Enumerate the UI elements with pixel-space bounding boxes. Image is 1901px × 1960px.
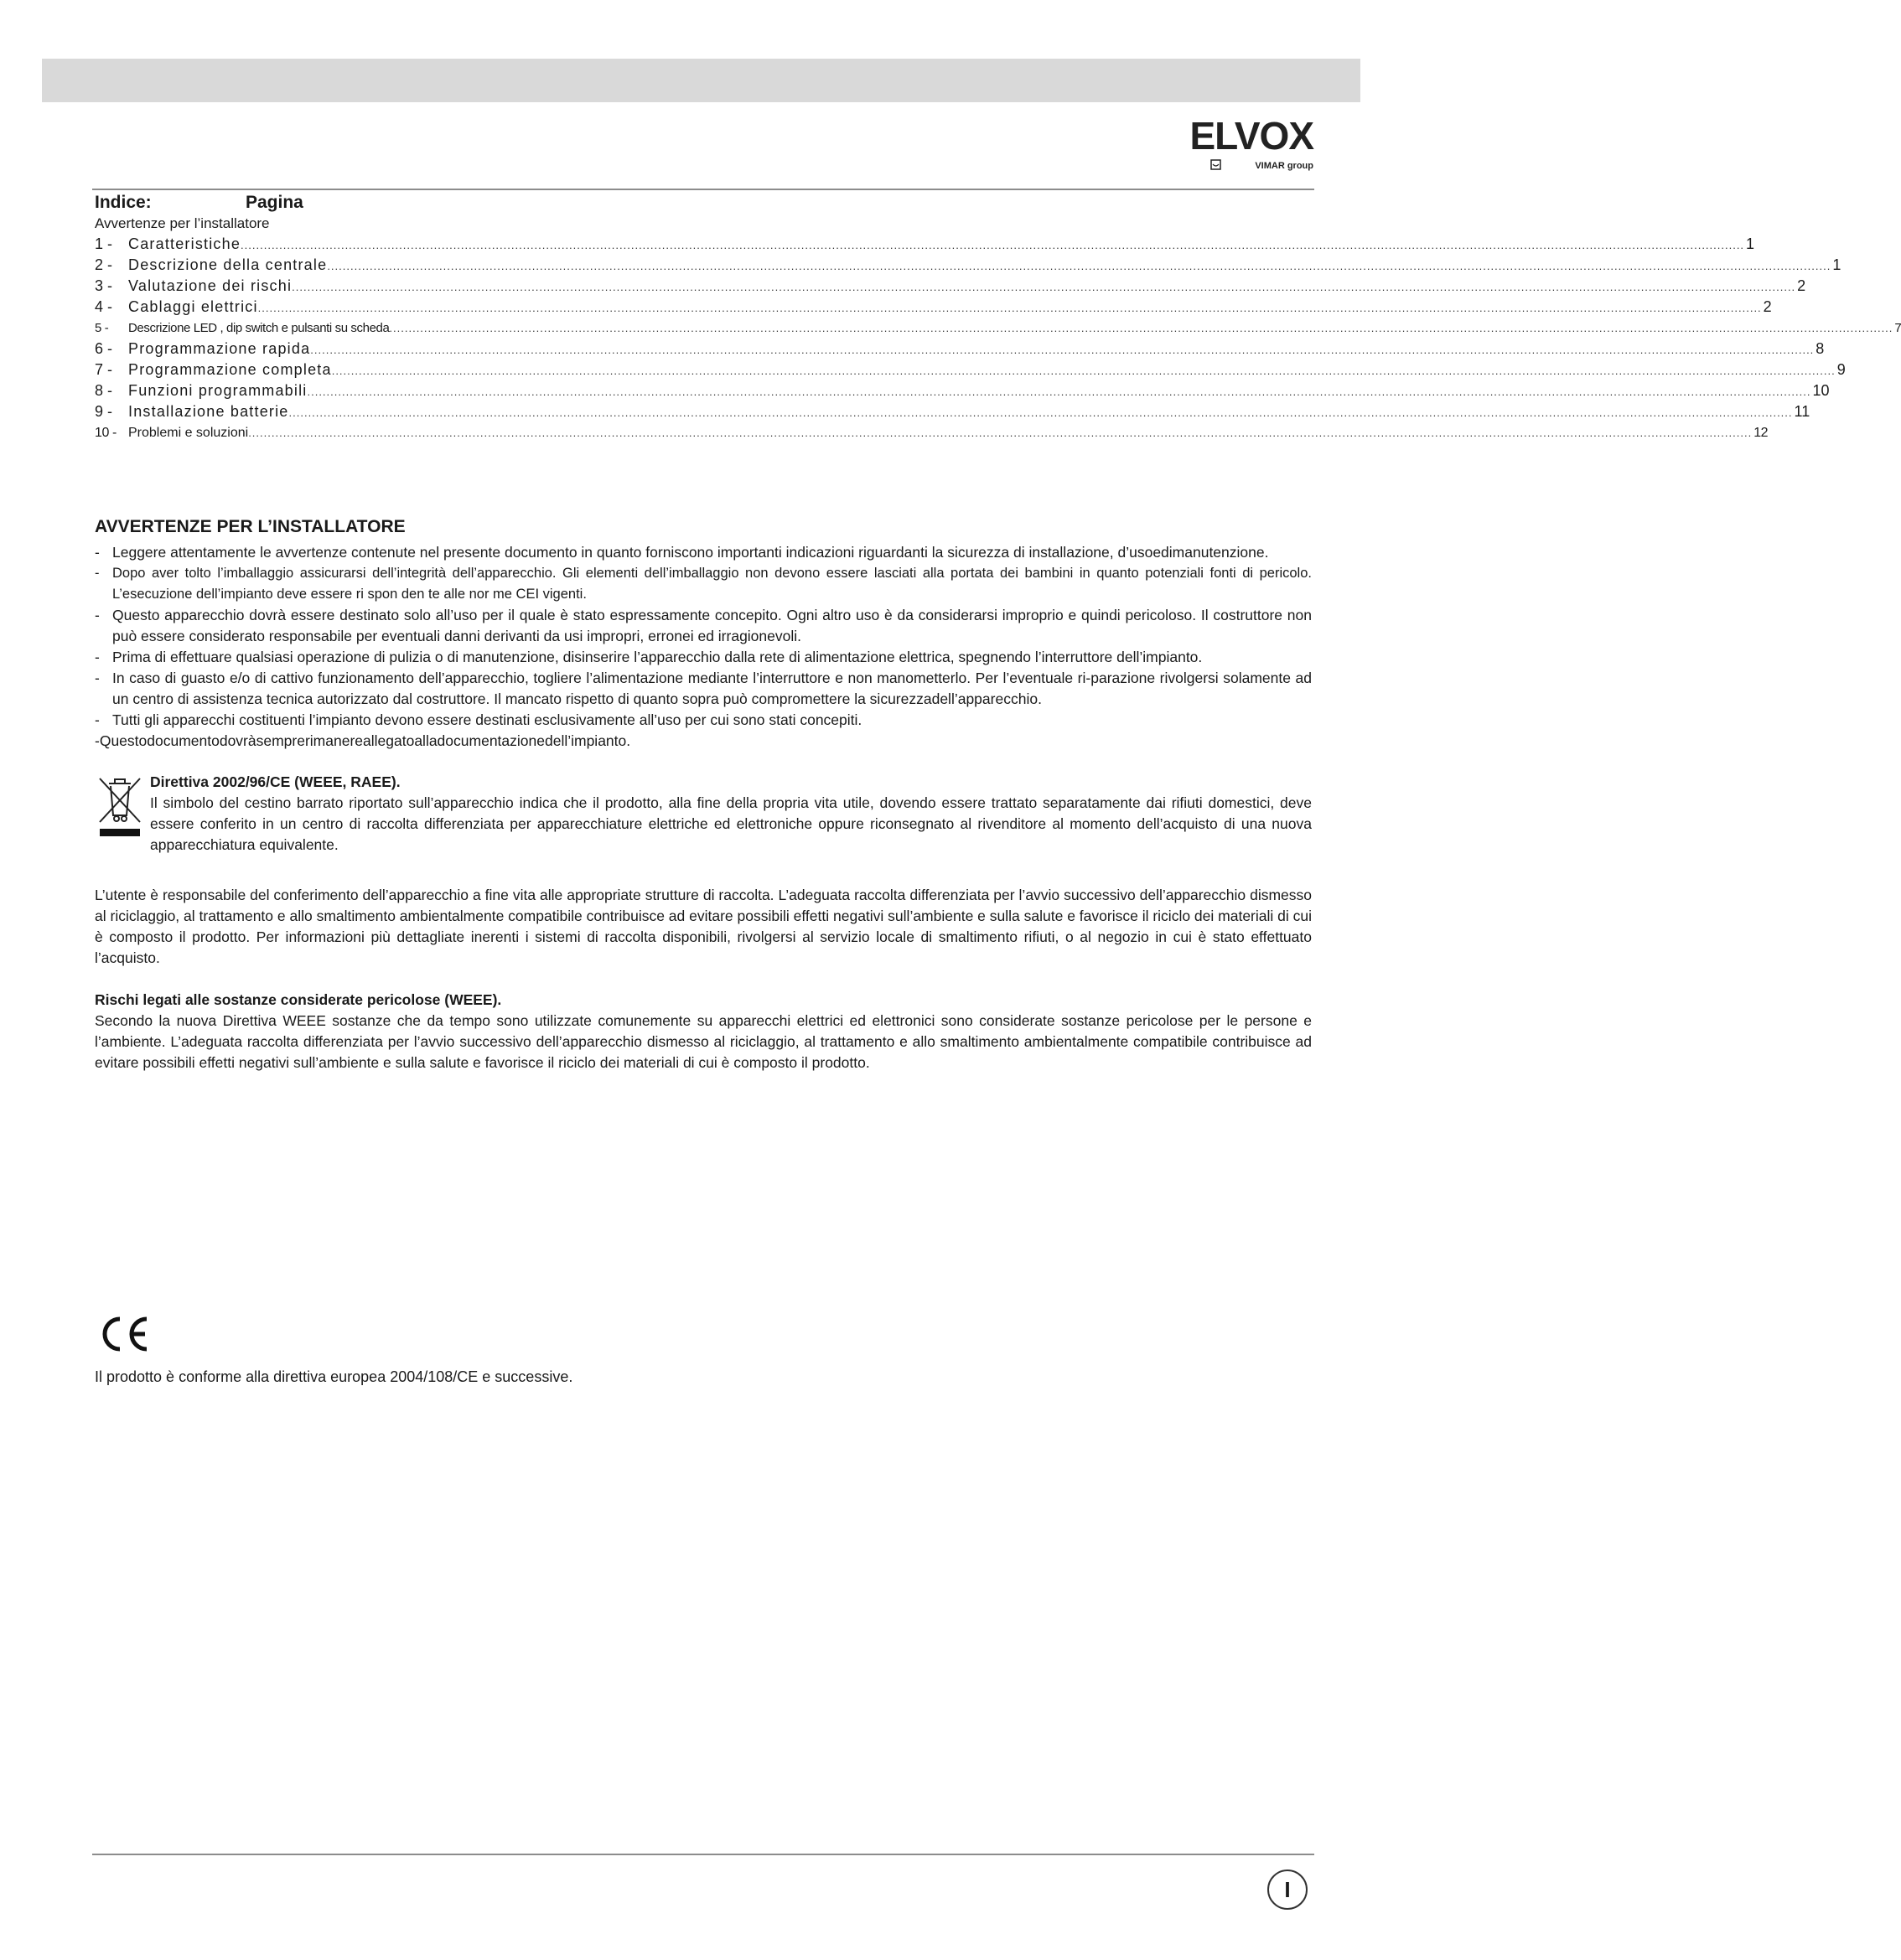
toc-title: Programmazione rapida [128,340,311,357]
elvox-logo-icon [1157,114,1316,176]
toc-leader-dots [307,381,1810,402]
ce-mark-icon [95,1303,153,1354]
toc-num: 9 - [95,403,113,420]
toc-page: 7 [1894,321,1901,335]
elvox-logo [1157,114,1316,176]
toc-page: 10 [1812,382,1830,399]
toc-page: 9 [1836,361,1846,378]
warning-item: - Prima di effettuare qualsiasi operazione di pulizia o di manutenzione, disinserire l’apparecchio dalla rete di alimentazione elettrica, spegnendo l’interruttore dell’impianto. [95,647,1312,668]
toc-title: Descrizione LED , dip switch e pulsanti su scheda [128,321,390,335]
toc-heading-right: Pagina [246,193,303,212]
ce-mark-svg [95,1303,153,1354]
toc-leader-dots [332,360,1836,381]
hazard-title: Rischi legati alle sostanze considerate pericolose (WEEE). [95,991,502,1008]
warnings-list [95,542,1312,731]
warning-last-line: -Questodocumentodovràsemprerimanereallegatoalladocumentazionedell’impianto. [95,732,631,749]
toc-num: 7 - [95,361,113,378]
hazard-text: Secondo la nuova Direttiva WEEE sostanze che da tempo sono utilizzate comunemente su apparecchi elettrici ed elettronici sono considerate sostanze pericolose per le persone e l’ambiente. L’adeguata raccolta differenziata per l’avvio successivo dell’apparecchio dismesso al riciclaggio, al trattamento e allo smaltimento ambientalmente compatibile contribuisce ad evitare possibili effetti negativi sull’ambiente e sulla salute e favorisce il riciclo dei materiali di cui è composto il prodotto. [95,1012,1312,1071]
toc-num: 2 - [95,256,113,273]
toc-row [95,401,1810,422]
weee-text: Il simbolo del cestino barrato riportato sull’apparecchio indica che il prodotto, alla fine della propria vita utile, dovendo essere trattato separatamente dai rifiuti domestici, deve essere conferito in un centro di raccolta differenziata per apparecchiature elettriche ed elettroniche oppure riconsegnato al rivenditore al momento dell’acquisto di una nuova apparecchiatura equivalente. [150,794,1312,853]
toc-num: 4 - [95,298,113,315]
toc-leader-dots [292,277,1795,297]
warning-item: - Tutti gli apparecchi costituenti l’impianto devono essere destinati esclusivamente all’uso per cui sono stati concepiti. [95,710,1312,731]
toc-leader-dots [241,235,1744,256]
toc-num: 3 - [95,277,113,294]
crossed-bin-icon-svg [95,772,145,839]
toc-row [95,380,1830,401]
toc-page: 12 [1753,426,1769,440]
toc-page: 2 [1797,277,1806,294]
toc-title: Caratteristiche [128,235,241,252]
toc-row [95,234,1755,255]
top-banner [42,59,1360,102]
toc-num: 10 - [95,426,117,440]
warning-item: - Questo apparecchio dovrà essere destinato solo all’uso per il quale è stato espressamente concepito. Ogni altro uso è da considerarsi improprio e quindi pericoloso. Il costruttore non può essere considerato responsabile per eventuali danni derivanti da usi impropri, erronei ed irragionevoli. [95,605,1312,647]
toc-row [95,359,1846,380]
toc-title: Funzioni programmabili [128,382,308,399]
toc-page: 1 [1832,256,1841,273]
toc-num: 8 - [95,382,113,399]
warning-item: - Leggere attentamente le avvertenze contenute nel presente documento in quanto forniscono importanti indicazioni riguardanti la sicurezza di installazione, d’usoedimanutenzione. [95,542,1312,563]
toc-num: 5 - [95,321,109,335]
toc-title: Programmazione completa [128,361,332,378]
brand-group: VIMAR group [1255,161,1313,171]
footer-divider [92,1854,1314,1855]
toc-leader-dots [289,402,1793,423]
toc-row [95,276,1806,297]
toc-title: Problemi e soluzioni [128,426,249,440]
toc-row [95,255,1841,276]
user-paragraph: L’utente è responsabile del conferimento dell’apparecchio a fine vita alle appropriate strutture di raccolta. L’adeguata raccolta differenziata per l’avvio successivo dell’apparecchio dismesso al riciclaggio, al trattamento e allo smaltimento ambientalmente compatibile contribuisce ad evitare possibili effetti negativi sull’ambiente e sulla salute e favorisce il riciclo dei materiali di cui è composto il prodotto. Per informazioni più dettagliate inerenti i sistemi di raccolta disponibili, rivolgersi al servizio locale di smaltimento rifiuti, o al negozio in cui è stato effettuato l’acquisto. [95,887,1312,966]
toc-page: 11 [1794,403,1810,420]
warning-item: - Dopo aver tolto l’imballaggio assicurarsi dell’integrità dell’apparecchio. Gli elementi dell’imballaggio non devono essere lasciati alla portata dei bambini in quanto potenziali fonti di pericolo. L’esecuzione dell’impianto deve essere ri spon den te alle nor me CEI vigenti. [95,563,1312,605]
toc-leader-dots [248,422,1752,443]
toc-leader-dots [258,297,1762,318]
toc-row [95,339,1825,359]
toc-row [95,297,1772,318]
hazard-section [95,990,1312,1073]
toc-title: Cablaggi elettrici [128,298,258,315]
page-number: I [1267,1869,1308,1910]
weee-section [95,772,1312,856]
warnings-title: AVVERTENZE PER L’INSTALLATORE [95,517,406,536]
toc-leader-dots [310,339,1814,360]
toc-heading-left: Indice: [95,193,152,212]
crossed-bin-icon [95,772,150,847]
toc-num: 6 - [95,340,113,357]
toc-page: 2 [1763,298,1772,315]
page-content [95,193,1901,1073]
table-of-contents [95,193,1901,443]
header-divider [92,189,1314,190]
brand-name: ELVOX [1189,114,1313,158]
warning-item: - In caso di guasto e/o di cattivo funzionamento dell’apparecchio, togliere l’alimentazione mediante l’interruttore e non manometterlo. Per l’eventuale ri-parazione rivolgersi solamente ad un centro di assistenza tecnica autorizzato dal costruttore. Il mancato rispetto di quanto sopra può compromettere la sicurezzadell’apparecchio. [95,668,1312,710]
ce-mark-label: CE [95,1303,114,1317]
toc-row [95,422,1769,443]
toc-row [95,318,1901,339]
toc-page: 8 [1816,340,1825,357]
toc-leader-dots [389,318,1893,339]
toc-leader-dots [327,256,1831,277]
toc-num: 1 - [95,235,113,252]
installer-warnings [95,517,1312,752]
toc-page: 1 [1746,235,1755,252]
ce-conformity-text: Il prodotto è conforme alla direttiva europea 2004/108/CE e successive. [95,1368,573,1385]
toc-title: Valutazione dei rischi [128,277,293,294]
toc-heading [95,193,1312,213]
weee-title: Direttiva 2002/96/CE (WEEE, RAEE). [150,773,401,790]
toc-intro: Avvertenze per l’installatore [95,215,270,231]
toc-title: Installazione batterie [128,403,289,420]
toc-list [95,234,1901,443]
toc-title: Descrizione della centrale [128,256,328,273]
